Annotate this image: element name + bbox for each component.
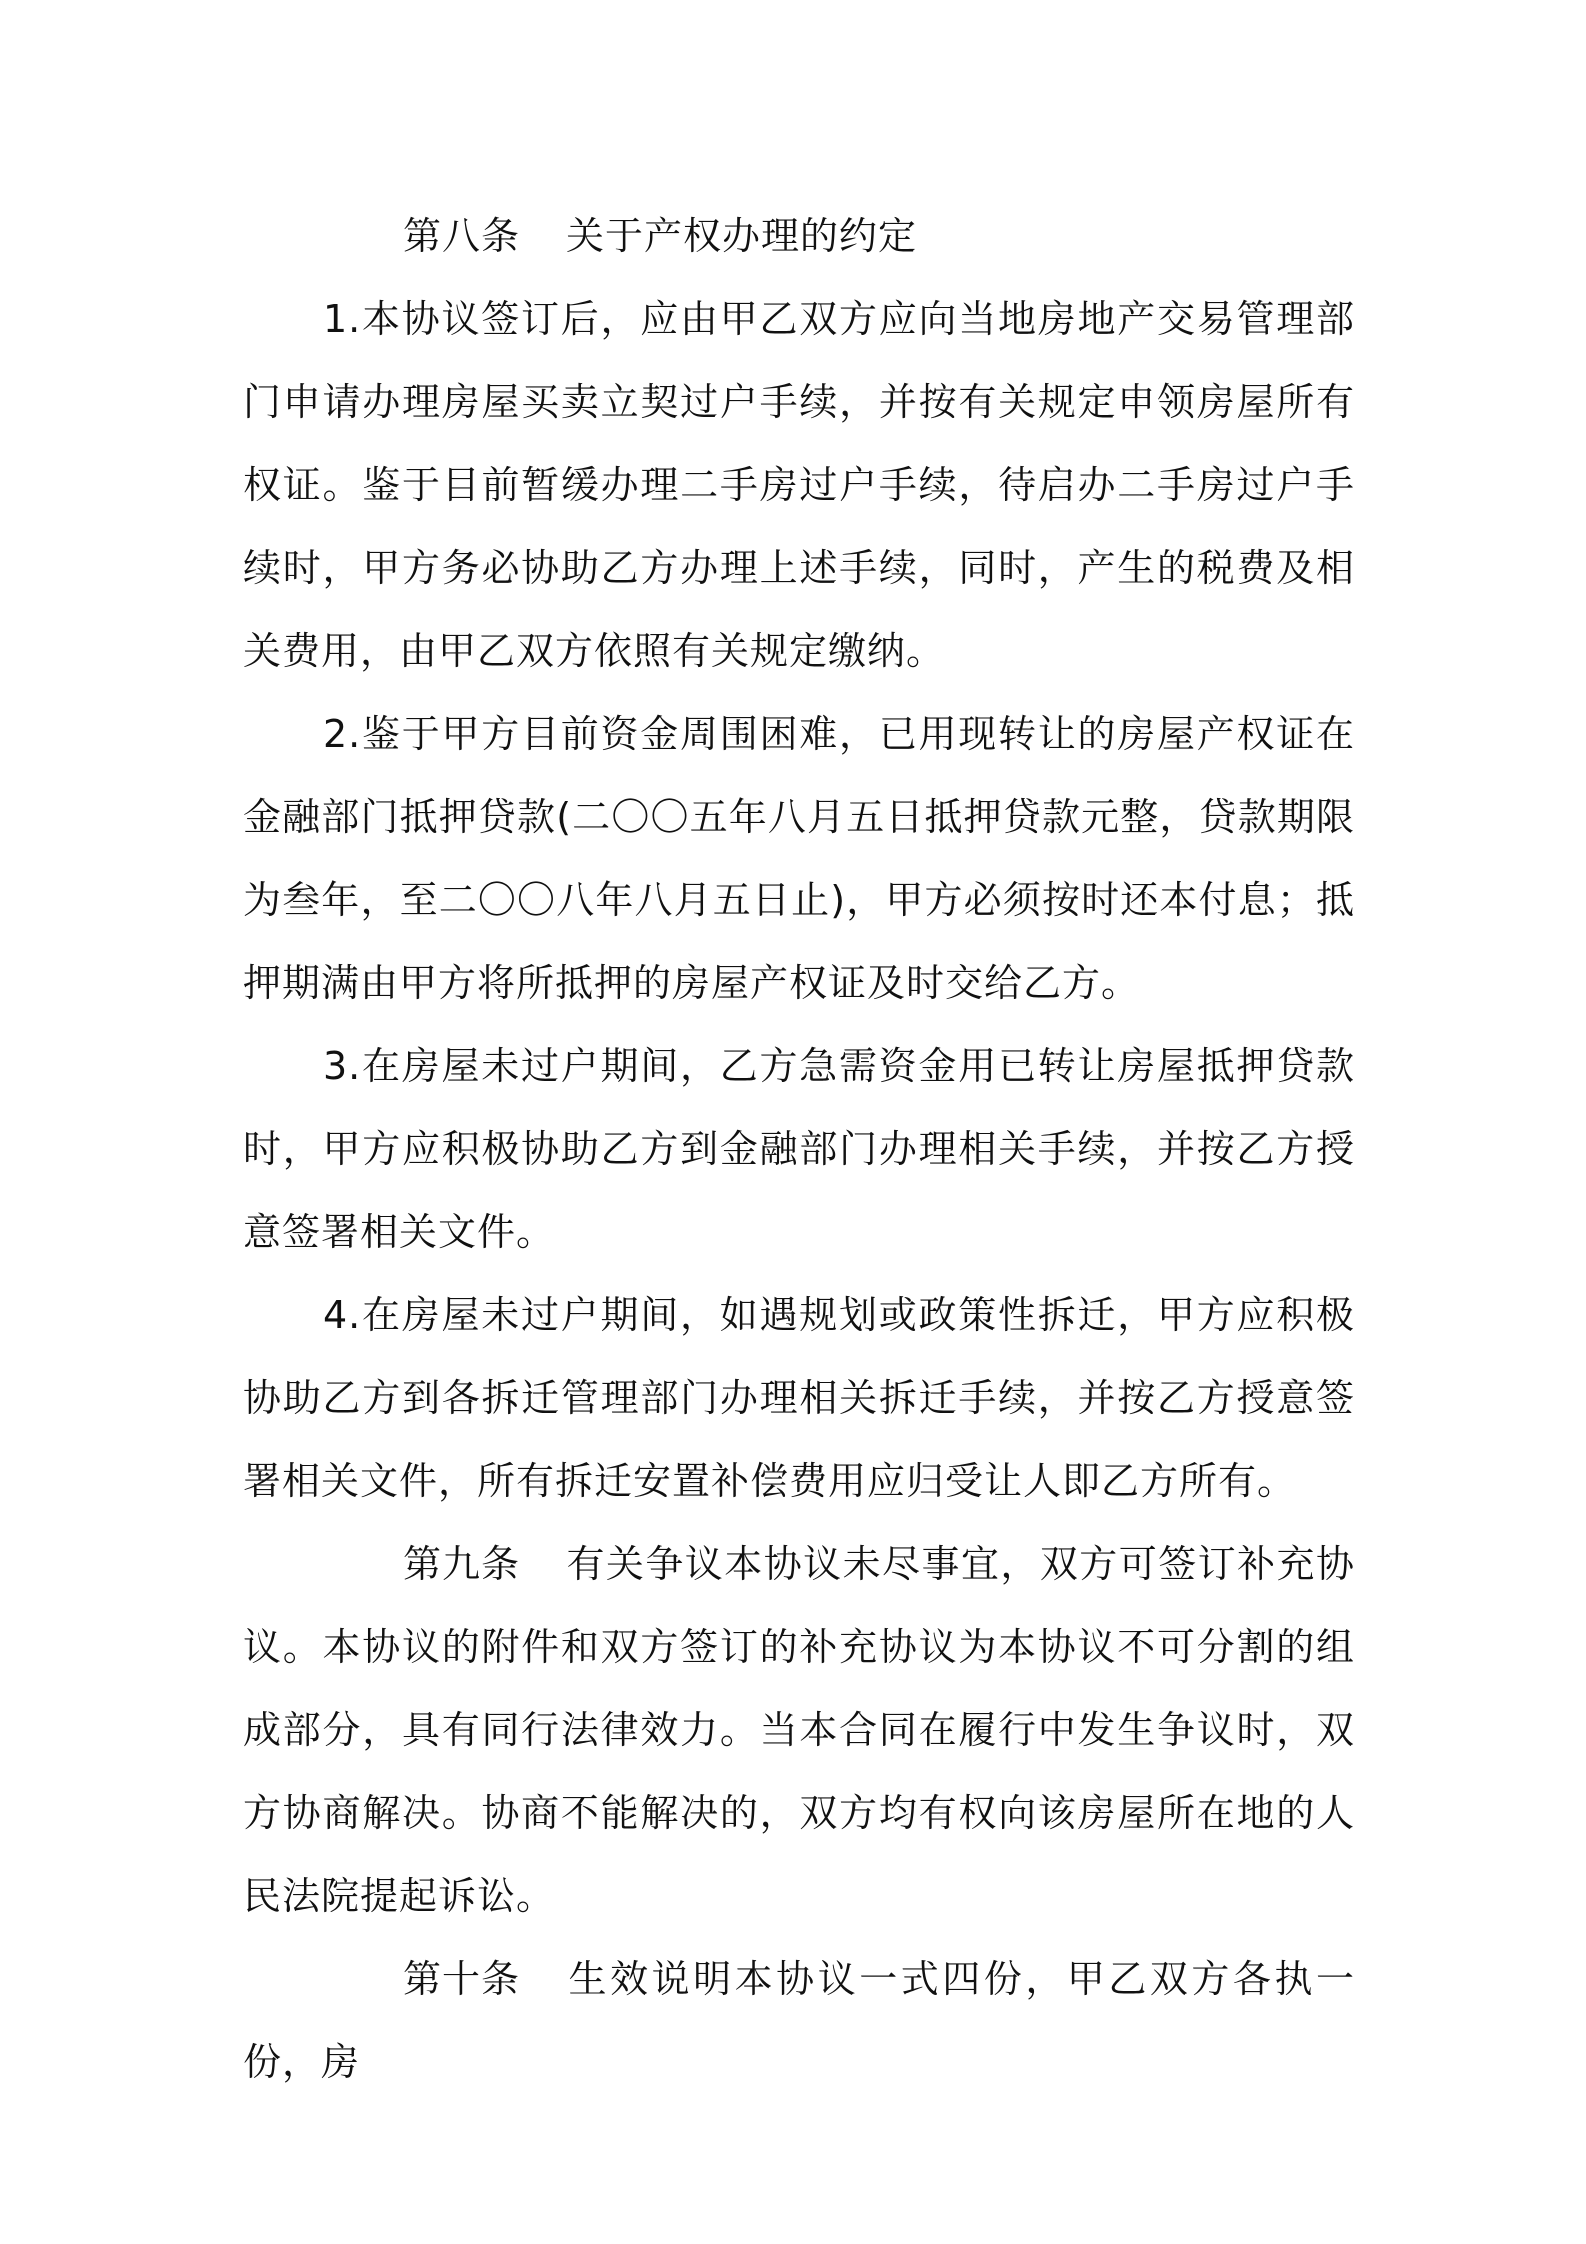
- article-8-number: 第八条: [403, 214, 521, 258]
- article-8-item-2: 2.鉴于甲方目前资金周围困难，已用现转让的房屋产权证在金融部门抵押贷款(二〇〇五年八月五日抵押贷款元整，贷款期限为叁年，至二〇〇八年八月五日止)，甲方必须按时还本付息；抵押期满由甲方将所抵押的房屋产权证及时交给乙方。: [243, 712, 1355, 1005]
- article-8-item-4: 4.在房屋未过户期间，如遇规划或政策性拆迁，甲方应积极协助乙方到各拆迁管理部门办理相关拆迁手续，并按乙方授意签署相关文件，所有拆迁安置补偿费用应归受让人即乙方所有。: [243, 1293, 1355, 1503]
- article-8-title: 关于产权办理的约定: [566, 214, 918, 258]
- article-10-text: 生效说明本协议一式四份，甲乙双方各执一份，房: [243, 1957, 1355, 2084]
- article-10-number: 第十条: [403, 1957, 521, 2001]
- article-8-item-3: 3.在房屋未过户期间，乙方急需资金用已转让房屋抵押贷款时，甲方应积极协助乙方到金融部门办理相关手续，并按乙方授意签署相关文件。: [243, 1044, 1355, 1254]
- article-8-item-1: 1.本协议签订后，应由甲乙双方应向当地房地产交易管理部门申请办理房屋买卖立契过户手续，并按有关规定申领房屋所有权证。鉴于目前暂缓办理二手房过户手续，待启办二手房过户手续时，甲方务必协助乙方办理上述手续，同时，产生的税费及相关费用，由甲乙双方依照有关规定缴纳。: [243, 297, 1355, 673]
- document-page: [243, 195, 1355, 2104]
- article-9-text: 有关争议本协议未尽事宜，双方可签订补充协议。本协议的附件和双方签订的补充协议为本协议不可分割的组成部分，具有同行法律效力。当本合同在履行中发生争议时，双方协商解决。协商不能解决的，双方均有权向该房屋所在地的人民法院提起诉讼。: [243, 1542, 1355, 1918]
- article-8-heading: [243, 195, 1355, 278]
- article-10-paragraph: [243, 1938, 1355, 2104]
- article-9-paragraph: [243, 1523, 1355, 1938]
- article-9-number: 第九条: [403, 1542, 521, 1586]
